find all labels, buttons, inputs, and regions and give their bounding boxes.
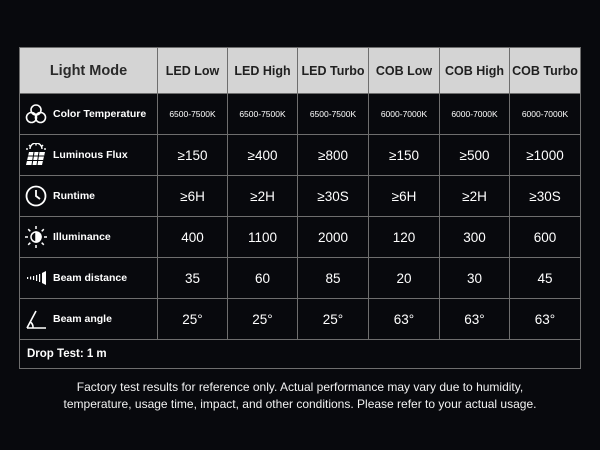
- table-cell: 6000-7000K: [369, 94, 440, 135]
- table-cell: 400: [158, 217, 228, 258]
- column-header-cob-turbo: COB Turbo: [510, 48, 581, 94]
- luminous-flux-icon: [24, 143, 48, 167]
- table-cell: ≥2H: [228, 176, 298, 217]
- row-label: Luminous Flux: [53, 149, 128, 161]
- table-cell: ≥30S: [298, 176, 369, 217]
- table-cell: 63°: [369, 299, 440, 340]
- spec-table: [19, 47, 581, 369]
- row-label: Illuminance: [53, 231, 111, 243]
- row-runtime: [20, 176, 581, 217]
- table-cell: ≥30S: [510, 176, 581, 217]
- row-label-cell: [20, 94, 158, 135]
- table-cell: 1100: [228, 217, 298, 258]
- table-cell: 45: [510, 258, 581, 299]
- table-cell: 20: [369, 258, 440, 299]
- table-cell: ≥800: [298, 135, 369, 176]
- row-label-cell: [20, 135, 158, 176]
- column-header-led-turbo: LED Turbo: [298, 48, 369, 94]
- row-illuminance: [20, 217, 581, 258]
- header-row: [20, 48, 581, 94]
- table-cell: ≥400: [228, 135, 298, 176]
- row-label: Color Temperature: [53, 108, 147, 120]
- table-cell: ≥150: [369, 135, 440, 176]
- row-label-cell: [20, 176, 158, 217]
- table-cell: 600: [510, 217, 581, 258]
- table-cell: ≥6H: [369, 176, 440, 217]
- beam-angle-icon: [24, 307, 48, 331]
- column-header-cob-high: COB High: [440, 48, 510, 94]
- table-cell: 6000-7000K: [510, 94, 581, 135]
- table-cell: 63°: [510, 299, 581, 340]
- table-cell: ≥2H: [440, 176, 510, 217]
- row-label: Runtime: [53, 190, 95, 202]
- table-cell: 6000-7000K: [440, 94, 510, 135]
- beam-distance-icon: [24, 266, 48, 290]
- table-cell: 85: [298, 258, 369, 299]
- color-temperature-icon: [24, 102, 48, 126]
- table-cell: ≥150: [158, 135, 228, 176]
- column-header-led-low: LED Low: [158, 48, 228, 94]
- column-header-led-high: LED High: [228, 48, 298, 94]
- table-cell: 6500-7500K: [158, 94, 228, 135]
- table-cell: 63°: [440, 299, 510, 340]
- footnote-line-2: temperature, usage time, impact, and other conditions. Please refer to your actual usage.: [63, 397, 537, 411]
- row-label: Beam angle: [53, 313, 112, 325]
- drop-test-row: [20, 340, 581, 369]
- table-cell: 25°: [228, 299, 298, 340]
- row-beam-angle: [20, 299, 581, 340]
- row-label-cell: [20, 299, 158, 340]
- row-color-temperature: [20, 94, 581, 135]
- table-cell: 60: [228, 258, 298, 299]
- table-cell: ≥1000: [510, 135, 581, 176]
- row-beam-distance: [20, 258, 581, 299]
- drop-test-label: Drop Test: 1 m: [20, 340, 581, 369]
- table-cell: 2000: [298, 217, 369, 258]
- row-label-cell: [20, 217, 158, 258]
- light-mode-header: Light Mode: [20, 48, 158, 94]
- column-header-cob-low: COB Low: [369, 48, 440, 94]
- footnote: [0, 379, 600, 413]
- row-luminous-flux: [20, 135, 581, 176]
- runtime-clock-icon: [24, 184, 48, 208]
- table-cell: 30: [440, 258, 510, 299]
- table-cell: ≥500: [440, 135, 510, 176]
- illuminance-icon: [24, 225, 48, 249]
- table-cell: 120: [369, 217, 440, 258]
- table-cell: 300: [440, 217, 510, 258]
- row-label: Beam distance: [53, 272, 128, 284]
- table-cell: 25°: [158, 299, 228, 340]
- table-cell: 35: [158, 258, 228, 299]
- row-label-cell: [20, 258, 158, 299]
- table-cell: ≥6H: [158, 176, 228, 217]
- table-cell: 6500-7500K: [228, 94, 298, 135]
- footnote-line-1: Factory test results for reference only. Actual performance may vary due to humidity,: [76, 380, 524, 394]
- table-cell: 25°: [298, 299, 369, 340]
- table-cell: 6500-7500K: [298, 94, 369, 135]
